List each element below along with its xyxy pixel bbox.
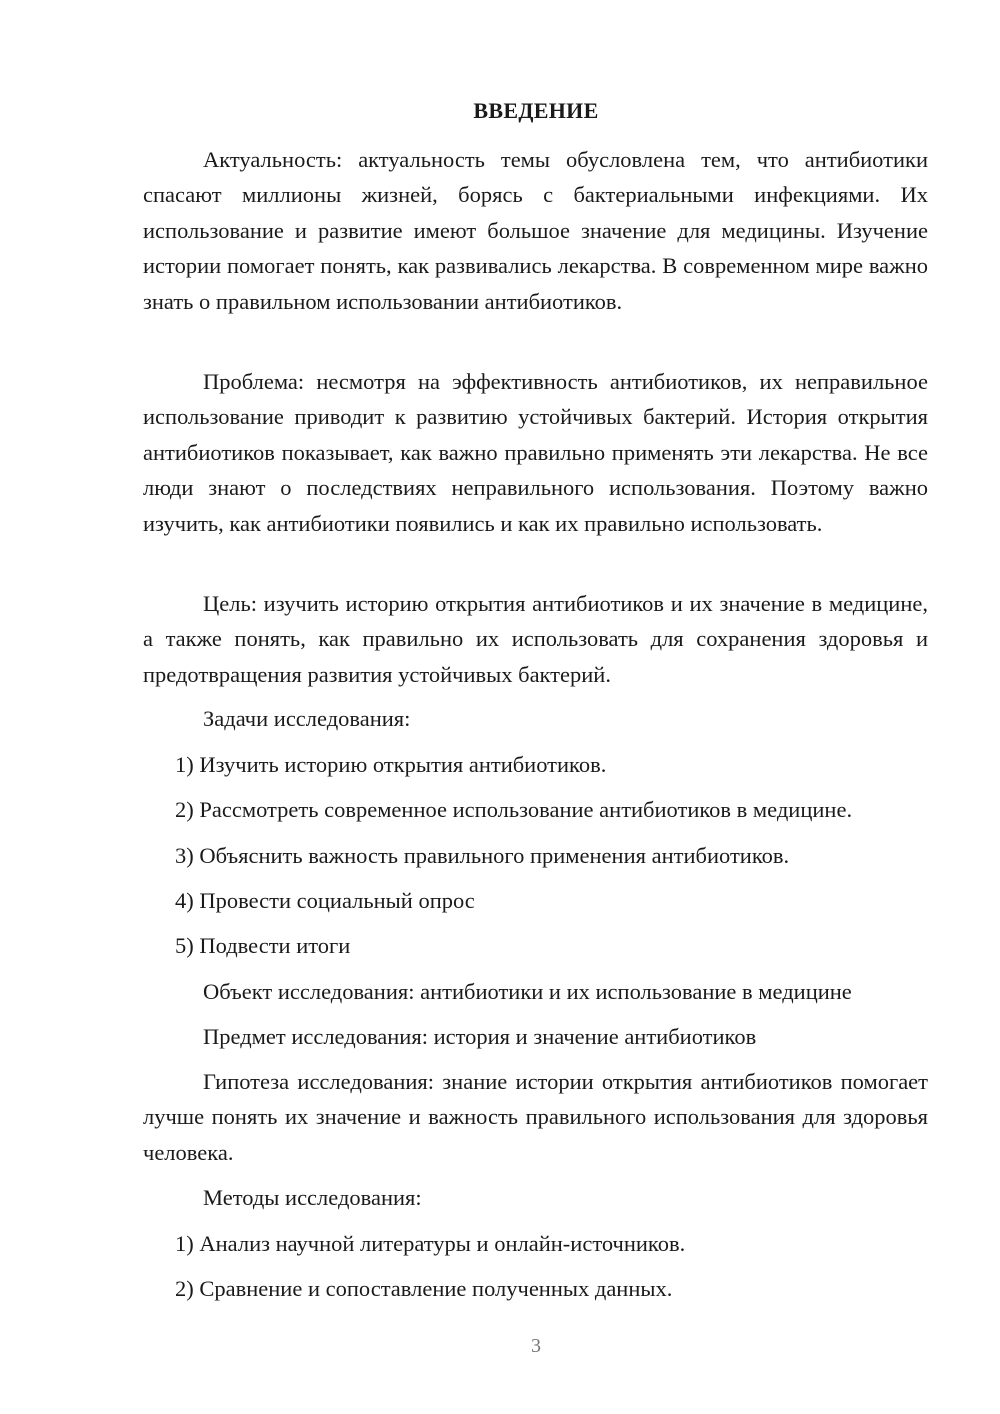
task-item: 2) Рассмотреть современное использование антибиотиков в медицине.	[175, 797, 853, 822]
task-item: 4) Провести социальный опрос	[175, 888, 475, 913]
method-item: 2) Сравнение и сопоставление полученных данных.	[175, 1276, 673, 1301]
tasks-heading: Задачи исследования:	[203, 706, 411, 731]
relevance-paragraph: Актуальность: актуальность темы обусловлена тем, что антибиотики спасают миллионы жизней, борясь с бактериальными инфекциями. Их использование и развитие имеют большое значение для медицины. Изучение истории помогает понять, как развивались лекарства. В современном мире важно знать о правильном использовании антибиотиков.	[143, 147, 928, 314]
task-item: 3) Объяснить важность правильного применения антибиотиков.	[175, 843, 790, 868]
hypothesis-paragraph: Гипотеза исследования: знание истории открытия антибиотиков помогает лучше понять их значение и важность правильного использования для здоровья человека.	[143, 1069, 928, 1165]
method-item: 1) Анализ научной литературы и онлайн-источников.	[175, 1231, 686, 1256]
task-item: 5) Подвести итоги	[175, 933, 351, 958]
page-number: 3	[531, 1335, 541, 1357]
goal-paragraph: Цель: изучить историю открытия антибиотиков и их значение в медицине, а также понять, как правильно их использовать для сохранения здоровья и предотвращения развития устойчивых бактерий.	[143, 591, 928, 687]
research-object: Объект исследования: антибиотики и их использование в медицине	[203, 979, 852, 1004]
methods-heading: Методы исследования:	[203, 1185, 422, 1210]
research-subject: Предмет исследования: история и значение антибиотиков	[203, 1024, 757, 1049]
task-item: 1) Изучить историю открытия антибиотиков.	[175, 752, 607, 777]
section-heading: ВВЕДЕНИЕ	[473, 98, 599, 123]
problem-paragraph: Проблема: несмотря на эффективность антибиотиков, их неправильное использование приводит к развитию устойчивых бактерий. История открытия антибиотиков показывает, как важно правильно применять эти лекарства. Не все люди знают о последствиях неправильного использования. Поэтому важно изучить, как антибиотики появились и как их правильно использовать.	[143, 369, 928, 536]
